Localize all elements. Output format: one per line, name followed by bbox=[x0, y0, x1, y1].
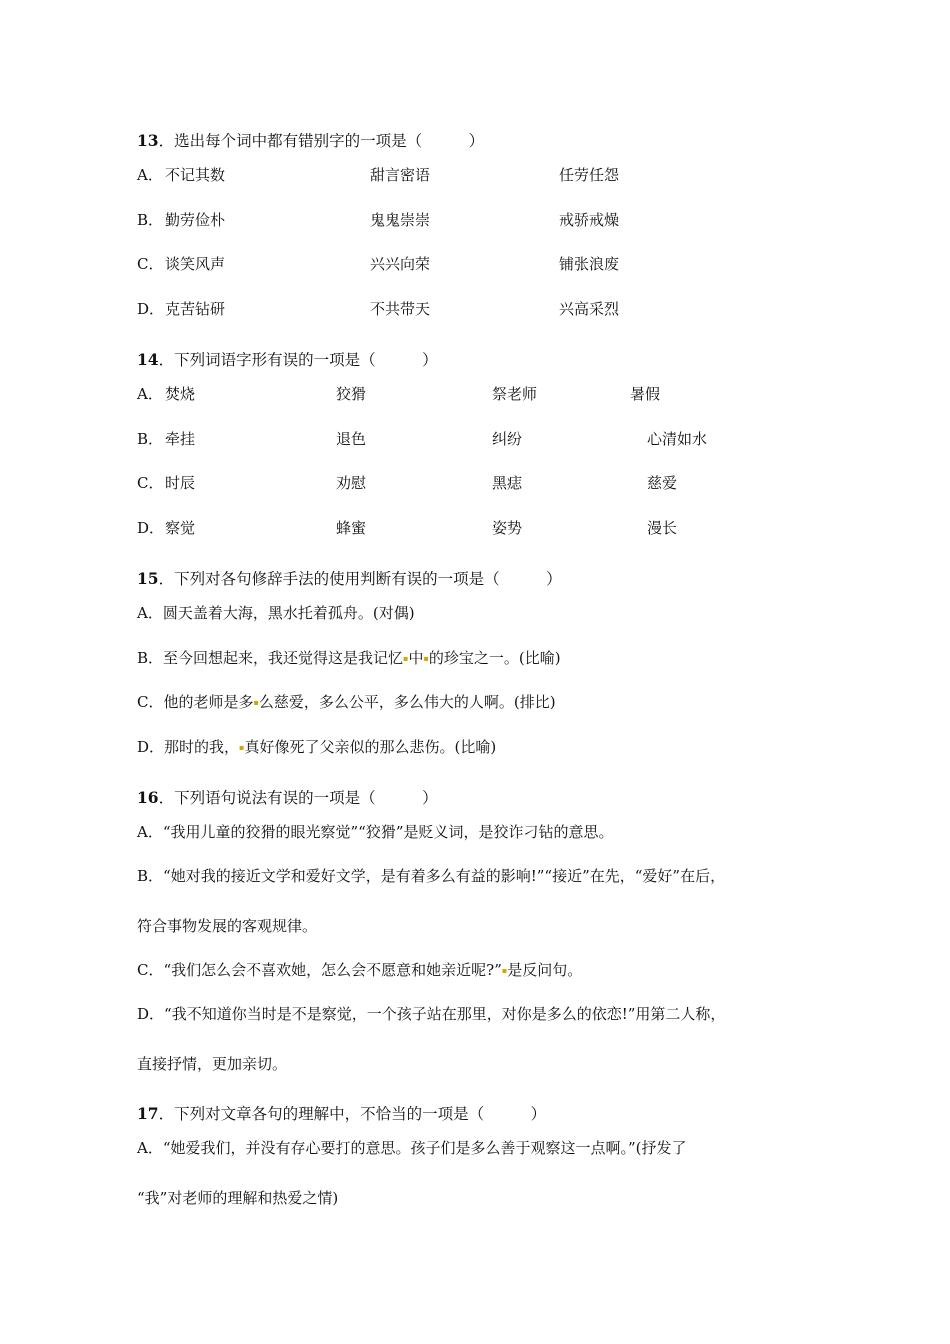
option-line bbox=[137, 1138, 687, 1158]
option-letter: D． bbox=[137, 300, 165, 318]
option-text: 的珍宝之一。(比喻) bbox=[428, 649, 561, 667]
option-word: 蜂蜜 bbox=[336, 519, 367, 537]
question-16-stem bbox=[137, 788, 438, 808]
option-word: 黑痣 bbox=[492, 474, 523, 492]
option-word: 察觉 bbox=[165, 519, 196, 537]
option-text: “我们怎么会不喜欢她，怎么会不愿意和她亲近呢?” bbox=[163, 961, 502, 979]
dot-mark: ▪ bbox=[423, 654, 429, 663]
option-letter: B． bbox=[137, 867, 164, 885]
option-word: 铺张浪废 bbox=[559, 255, 620, 273]
question-14-stem bbox=[137, 350, 438, 370]
option-text: 中 bbox=[408, 649, 424, 667]
question-text: ．选出每个词中都有错别字的一项是（ ） bbox=[158, 132, 485, 150]
question-13-stem bbox=[137, 131, 484, 151]
option-continuation: 符合事物发展的客观规律。 bbox=[137, 917, 318, 935]
option-text: 那时的我， bbox=[164, 738, 240, 756]
question-17-stem bbox=[137, 1104, 546, 1124]
option-word: 心清如水 bbox=[647, 430, 708, 448]
option-word: 漫长 bbox=[647, 519, 678, 537]
option-word: 暑假 bbox=[630, 385, 661, 403]
option-continuation: “我”对老师的理解和热爱之情) bbox=[137, 1189, 339, 1207]
question-number: 14 bbox=[137, 350, 159, 369]
option-word: 焚烧 bbox=[165, 385, 196, 403]
option-word: 牵挂 bbox=[165, 430, 196, 448]
option-text: 他的老师是多 bbox=[163, 693, 254, 711]
option-word: 慈爱 bbox=[647, 474, 678, 492]
option-letter: D． bbox=[137, 738, 165, 756]
question-number: 16 bbox=[137, 788, 159, 807]
q15-option-b[interactable] bbox=[137, 648, 561, 669]
option-letter: A． bbox=[137, 166, 163, 184]
q16-option-a[interactable] bbox=[137, 822, 614, 842]
option-letter: C． bbox=[137, 961, 164, 979]
question-number: 13 bbox=[137, 131, 159, 150]
option-letter: C． bbox=[137, 474, 164, 492]
option-word: 谈笑风声 bbox=[165, 255, 226, 273]
option-text: “我用儿童的狡猾的眼光察觉”“狡猾”是贬义词，是狡诈刁钻的意思。 bbox=[162, 823, 614, 841]
option-line bbox=[137, 866, 725, 886]
option-word: 兴高采烈 bbox=[559, 300, 620, 318]
dot-mark: ▪ bbox=[253, 698, 259, 707]
q15-option-c[interactable] bbox=[137, 692, 556, 713]
option-letter: B． bbox=[137, 649, 164, 667]
option-text: “我不知道你当时是不是察觉，一个孩子站在那里，对你是多么的依恋!”用第二人称， bbox=[164, 1005, 726, 1023]
option-continuation: 直接抒情，更加亲切。 bbox=[137, 1055, 288, 1073]
dot-mark: ▪ bbox=[403, 654, 409, 663]
question-number: 17 bbox=[137, 1104, 159, 1123]
option-letter: A． bbox=[137, 823, 163, 841]
option-letter: A． bbox=[137, 604, 163, 622]
option-word: 时辰 bbox=[165, 474, 196, 492]
option-text: 至今回想起来，我还觉得这是我记忆 bbox=[163, 649, 404, 667]
option-letter: D． bbox=[137, 519, 165, 537]
q15-option-d[interactable] bbox=[137, 737, 496, 758]
option-text: 真好像死了父亲似的那么悲伤。(比喻) bbox=[244, 738, 497, 756]
option-word: 狡猾 bbox=[336, 385, 367, 403]
option-letter: A． bbox=[137, 1139, 163, 1157]
q15-option-a[interactable] bbox=[137, 603, 415, 623]
option-line bbox=[137, 1004, 725, 1024]
option-word: 不记其数 bbox=[165, 166, 226, 184]
option-word: 不共带天 bbox=[370, 300, 431, 318]
option-word: 克苦钻研 bbox=[165, 300, 226, 318]
option-word: 纠纷 bbox=[492, 430, 523, 448]
question-15-stem bbox=[137, 569, 562, 589]
option-letter: C． bbox=[137, 693, 164, 711]
option-word: 鬼鬼崇崇 bbox=[370, 211, 431, 229]
option-text: “她对我的接近文学和爱好文学，是有着多么有益的影响!”“接近”在先，“爱好”在后， bbox=[163, 867, 726, 885]
option-letter: D． bbox=[137, 1005, 165, 1023]
option-text: 圆天盖着大海，黑水托着孤舟。(对偶) bbox=[162, 604, 415, 622]
dot-mark: ▪ bbox=[239, 743, 245, 752]
option-word: 姿势 bbox=[492, 519, 523, 537]
option-letter: B． bbox=[137, 211, 164, 229]
option-text: 么慈爱，多么公平，多么伟大的人啊。(排比) bbox=[258, 693, 556, 711]
q16-option-c[interactable] bbox=[137, 960, 582, 981]
option-word: 勤劳俭朴 bbox=[165, 211, 226, 229]
option-word: 退色 bbox=[336, 430, 367, 448]
question-text: ．下列对各句修辞手法的使用判断有误的一项是（ ） bbox=[158, 570, 562, 588]
option-word: 兴兴向荣 bbox=[370, 255, 431, 273]
option-word: 祭老师 bbox=[492, 385, 538, 403]
dot-mark: ▪ bbox=[501, 966, 508, 975]
option-text: 是反问句。 bbox=[507, 961, 583, 979]
option-word: 任劳任怨 bbox=[559, 166, 620, 184]
option-word: 戒骄戒燥 bbox=[559, 211, 620, 229]
question-text: ．下列词语字形有误的一项是（ ） bbox=[158, 351, 438, 369]
option-letter: A． bbox=[137, 385, 163, 403]
option-word: 甜言密语 bbox=[370, 166, 431, 184]
question-text: ．下列语句说法有误的一项是（ ） bbox=[158, 789, 438, 807]
option-word: 劝慰 bbox=[336, 474, 367, 492]
question-number: 15 bbox=[137, 569, 159, 588]
option-letter: B． bbox=[137, 430, 164, 448]
option-letter: C． bbox=[137, 255, 164, 273]
question-text: ．下列对文章各句的理解中，不恰当的一项是（ ） bbox=[158, 1105, 547, 1123]
option-text: “她爱我们，并没有存心要打的意思。孩子们是多么善于观察这一点啊。”(抒发了 bbox=[162, 1139, 687, 1157]
